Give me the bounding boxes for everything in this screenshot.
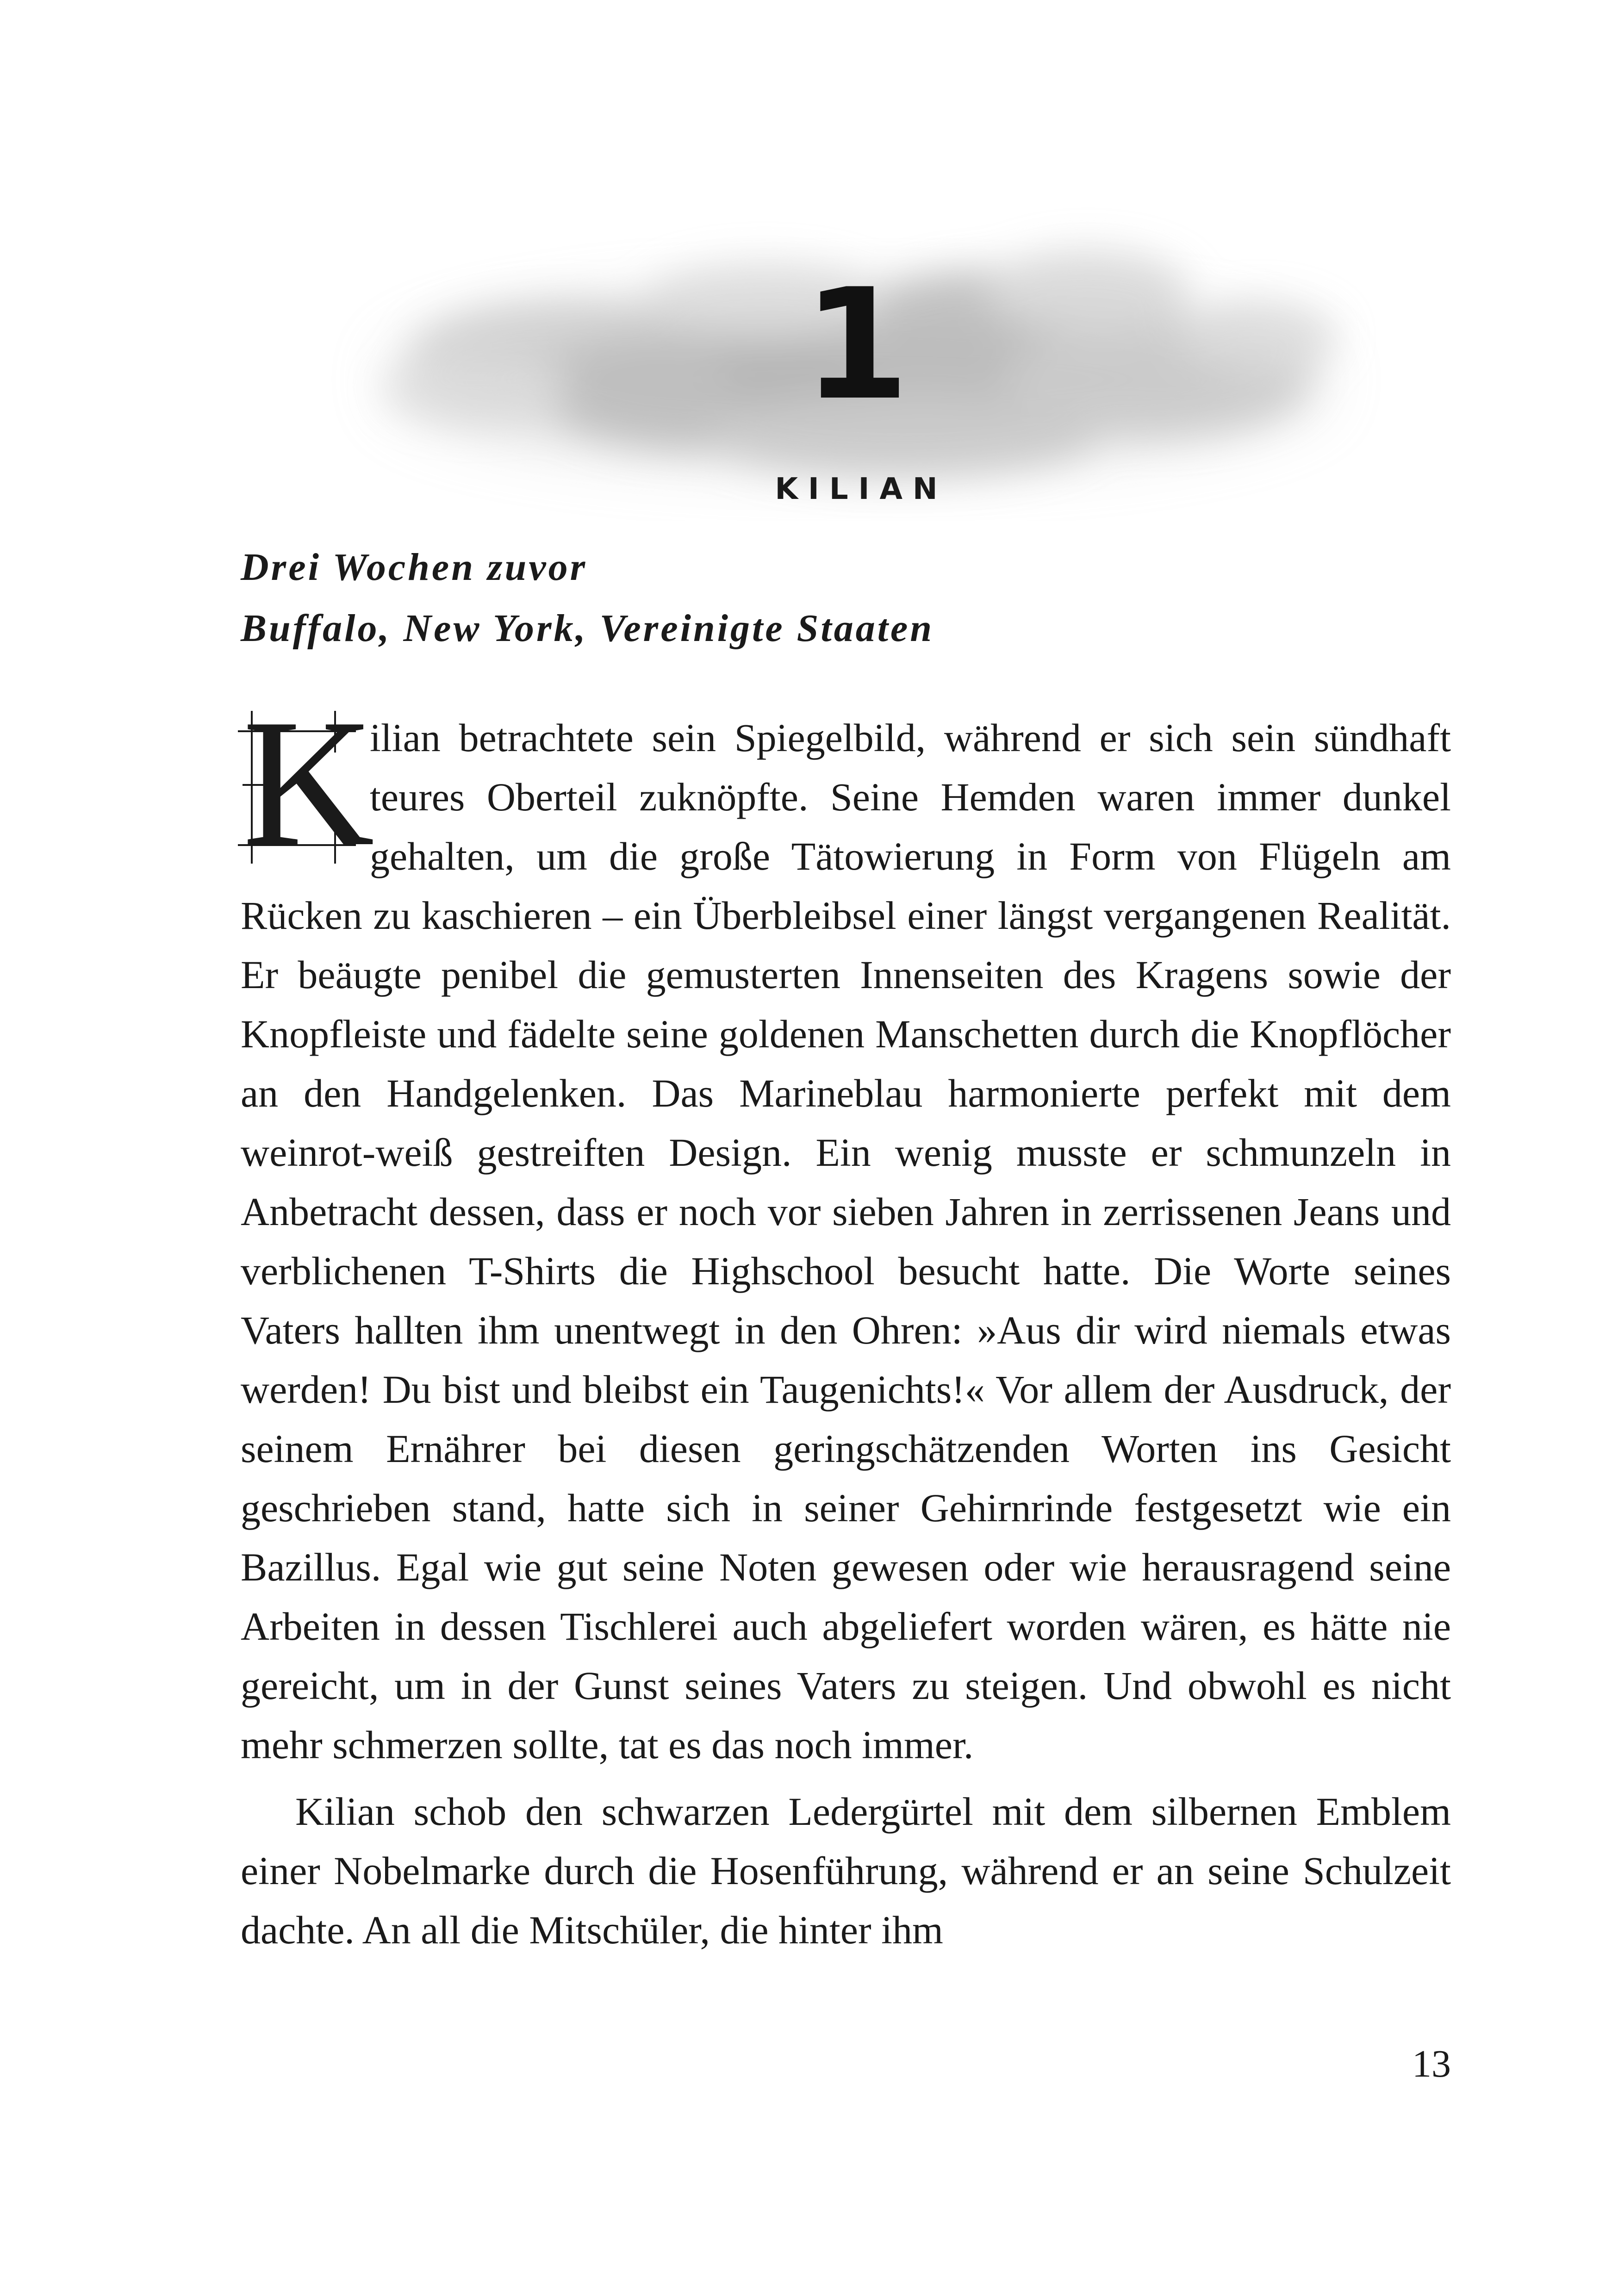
paragraph-1 <box>241 682 1451 1774</box>
paragraph-1-text: ilian betrachtete sein Spiegelbild, während er sich sein sündhaft teures Oberteil zuknöpfte. Seine Hemden waren immer dunkel gehalten, um die große Tätowierung in Form von Flügeln am Rücken zu kaschieren – ein Überbleibsel einer längst vergangenen Realität. Er beäugte penibel die gemusterten Innenseiten des Kragens sowie der Knopfleiste und fädelte seine goldenen Manschetten durch die Knopflöcher an den Handgelenken. Das Marineblau harmonierte perfekt mit dem weinrot-weiß gestreiften Design. Ein wenig musste er schmunzeln in Anbetracht dessen, dass er noch vor sieben Jahren in zerrissenen Jeans und verblichenen T-Shirts die Highschool besucht hatte. Die Worte seines Vaters hallten ihm unentwegt in den Ohren: »Aus dir wird niemals etwas werden! Du bist und bleibst ein Taugenichts!« Vor allem der Ausdruck, der seinem Ernährer bei diesen geringschätzenden Worten ins Gesicht geschrieben stand, hatte sich in seiner Gehirnrinde festgesetzt wie ein Bazillus. Egal wie gut seine Noten gewesen oder wie herausragend seine Arbeiten in dessen Tischlerei auch abgeliefert worden wären, es hätte nie gereicht, um in der Gunst seines Vaters zu steigen. Und obwohl es nicht mehr schmerzen sollte, tat es das noch immer. <box>241 716 1451 1767</box>
chapter-number: 1 <box>803 256 909 434</box>
location-heading <box>241 537 1444 659</box>
location-place: Buffalo, New York, Vereinigte Staaten <box>241 607 934 650</box>
chapter-title: KILIAN <box>775 472 948 506</box>
page-number: 13 <box>1412 2042 1451 2085</box>
location-time: Drei Wochen zuvor <box>241 546 588 589</box>
paragraph-2: Kilian schob den schwarzen Ledergürtel mit dem silbernen Emblem einer Nobelmarke durch die Hosenführung, während er an seine Schulzeit dachte. An all die Mitschüler, die hinter ihm <box>241 1789 1451 1952</box>
drop-cap-letter: K <box>243 682 375 884</box>
drop-cap <box>238 682 375 884</box>
chapter-body <box>241 682 1451 1960</box>
chapter-header <box>324 185 1388 537</box>
